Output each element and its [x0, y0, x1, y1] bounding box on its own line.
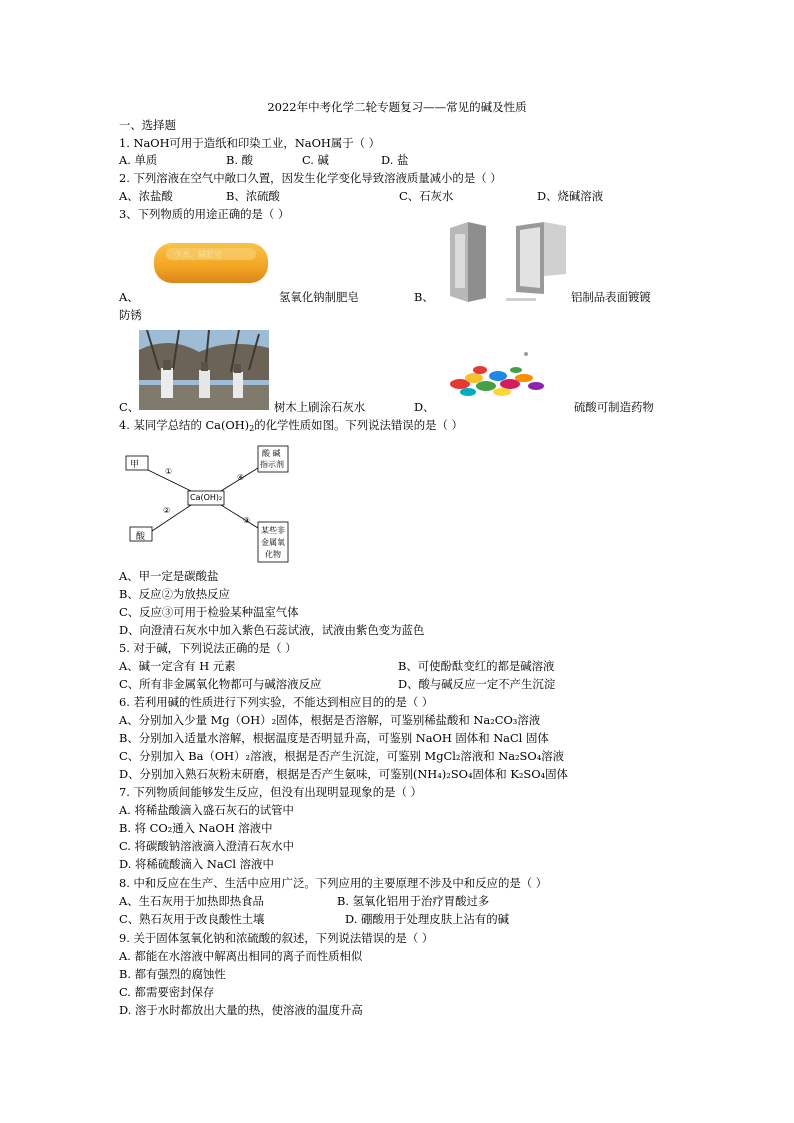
diagram-num-3: ③ — [243, 516, 251, 525]
q3-option-d-letter[interactable]: D、 — [414, 400, 435, 414]
q7-option-c[interactable]: C. 将碳酸钠溶液滴入澄清石灰水中 — [119, 839, 295, 853]
q1-option-b[interactable]: B. 酸 — [226, 153, 254, 167]
q3-option-b-continued: 防锈 — [119, 308, 142, 322]
q3-stem: 3、下列物质的用途正确的是（ ） — [119, 207, 290, 221]
q7-option-a[interactable]: A. 将稀盐酸滴入盛石灰石的试管中 — [119, 803, 294, 817]
q2-option-d[interactable]: D、烧碱溶液 — [537, 189, 604, 203]
diagram-center: Ca(OH)₂ — [190, 493, 223, 502]
diagram-num-1: ① — [165, 467, 173, 476]
diagram-jia: 甲 — [130, 460, 140, 470]
q5-option-a[interactable]: A、碱一定含有 H 元素 — [119, 659, 236, 673]
q8-option-c[interactable]: C、熟石灰用于改良酸性土壤 — [119, 912, 265, 926]
door-image — [446, 222, 568, 304]
q3-option-d-text: 硫酸可制造药物 — [574, 400, 654, 414]
q1-option-d[interactable]: D. 盐 — [381, 153, 409, 167]
q8-option-a[interactable]: A、生石灰用于加热即热食品 — [119, 894, 264, 908]
q4-option-c[interactable]: C、反应③可用于检验某种温室气体 — [119, 605, 299, 619]
soap-label: 少水、碱肥皂 — [174, 250, 222, 259]
q6-option-a[interactable]: A、分别加入少量 Mg（OH）₂固体，根据是否溶解，可鉴别稀盐酸和 Na₂CO₃溶液 — [119, 713, 541, 727]
q7-option-d[interactable]: D. 将稀硫酸滴入 NaCl 溶液中 — [119, 857, 274, 871]
q5-option-d[interactable]: D、酸与碱反应一定不产生沉淀 — [398, 677, 556, 691]
q5-option-c[interactable]: C、所有非金属氧化物都可与碱溶液反应 — [119, 677, 322, 691]
q9-option-c[interactable]: C. 都需要密封保存 — [119, 985, 215, 999]
q7-stem: 7. 下列物质间能够发生反应，但没有出现明显现象的是（ ） — [119, 785, 422, 799]
q6-option-b[interactable]: B、分别加入适量水溶解，根据温度是否明显升高，可鉴别 NaOH 固体和 NaCl 固体 — [119, 731, 549, 745]
q2-option-a[interactable]: A、浓盐酸 — [119, 189, 173, 203]
q2-option-c[interactable]: C、石灰水 — [399, 189, 454, 203]
q4-option-b[interactable]: B、反应②为放热反应 — [119, 587, 230, 601]
pills-image — [440, 352, 568, 400]
q1-stem: 1. NaOH可用于造纸和印染工业，NaOH属于（ ） — [119, 136, 381, 150]
q4-stem: 4. 某同学总结的 $Ca(OH)_2$的化学性质如图。下列说法错误的是（ ） — [119, 418, 463, 433]
q3-option-b-text: 铝制品表面镀镀 — [571, 290, 651, 304]
q8-stem: 8. 中和反应在生产、生活中应用广泛。下列应用的主要原理不涉及中和反应的是（ ） — [119, 876, 548, 890]
q3-option-c-letter[interactable]: C、 — [119, 400, 140, 414]
trees-image — [139, 330, 269, 410]
diagram-oxide-2: 金属氧 — [261, 538, 285, 547]
q5-option-b[interactable]: B、可使酚酞变红的都是碱溶液 — [398, 659, 555, 673]
q3-option-c-text: 树木上刷涂石灰水 — [274, 400, 366, 414]
page-title: 2022年中考化学二轮专题复习——常见的碱及性质 — [267, 100, 527, 114]
q9-stem: 9. 关于固体氢氧化钠和浓硫酸的叙述，下列说法错误的是（ ） — [119, 931, 434, 945]
caoh2-diagram — [119, 440, 309, 570]
q8-option-d[interactable]: D. 硼酸用于处理皮肤上沾有的碱 — [345, 912, 510, 926]
q5-stem: 5. 对于碱，下列说法正确的是（ ） — [119, 641, 297, 655]
diagram-oxide-1: 某些非 — [261, 526, 285, 535]
q9-option-d[interactable]: D. 溶于水时都放出大量的热，使溶液的温度升高 — [119, 1003, 363, 1017]
soap-image — [152, 239, 270, 285]
q3-option-a-letter[interactable]: A、 — [119, 290, 139, 304]
q2-stem: 2. 下列溶液在空气中敞口久置，因发生化学变化导致溶液质量减小的是（ ） — [119, 171, 502, 185]
q9-option-a[interactable]: A. 都能在水溶液中解离出相同的离子而性质相似 — [119, 949, 363, 963]
q1-option-a[interactable]: A. 单质 — [119, 153, 158, 167]
diagram-num-4: ④ — [237, 473, 245, 482]
q6-option-d[interactable]: D、分别加入熟石灰粉末研磨，根据是否产生氨味，可鉴别(NH₄)₂SO₄固体和 K₂SO₄固体 — [119, 767, 568, 781]
diagram-indicator-2: 指示剂 — [260, 460, 284, 469]
q6-option-c[interactable]: C、分别加入 Ba（OH）₂溶液，根据是否产生沉淀，可鉴别 MgCl₂溶液和 Na₂SO₄溶液 — [119, 749, 565, 763]
q3-option-b-letter[interactable]: B、 — [414, 290, 434, 304]
q8-option-b[interactable]: B. 氢氧化铝用于治疗胃酸过多 — [337, 894, 490, 908]
q4-option-a[interactable]: A、甲一定是碳酸盐 — [119, 569, 219, 583]
q1-option-c[interactable]: C. 碱 — [302, 153, 329, 167]
q2-option-b[interactable]: B、浓硫酸 — [226, 189, 280, 203]
q9-option-b[interactable]: B. 都有强烈的腐蚀性 — [119, 967, 226, 981]
diagram-num-2: ② — [163, 506, 171, 515]
section-heading: 一、选择题 — [119, 118, 176, 132]
diagram-acid: 酸 — [136, 532, 146, 542]
diagram-oxide-3: 化物 — [265, 550, 281, 559]
diagram-indicator-1: 酸 碱 — [262, 449, 281, 458]
q4-option-d[interactable]: D、向澄清石灰水中加入紫色石蕊试液，试液由紫色变为蓝色 — [119, 623, 425, 637]
q7-option-b[interactable]: B. 将 CO₂通入 NaOH 溶液中 — [119, 821, 273, 835]
q6-stem: 6. 若利用碱的性质进行下列实验，不能达到相应目的的是（ ） — [119, 695, 434, 709]
q3-option-a-text: 氢氧化钠制肥皂 — [279, 290, 359, 304]
